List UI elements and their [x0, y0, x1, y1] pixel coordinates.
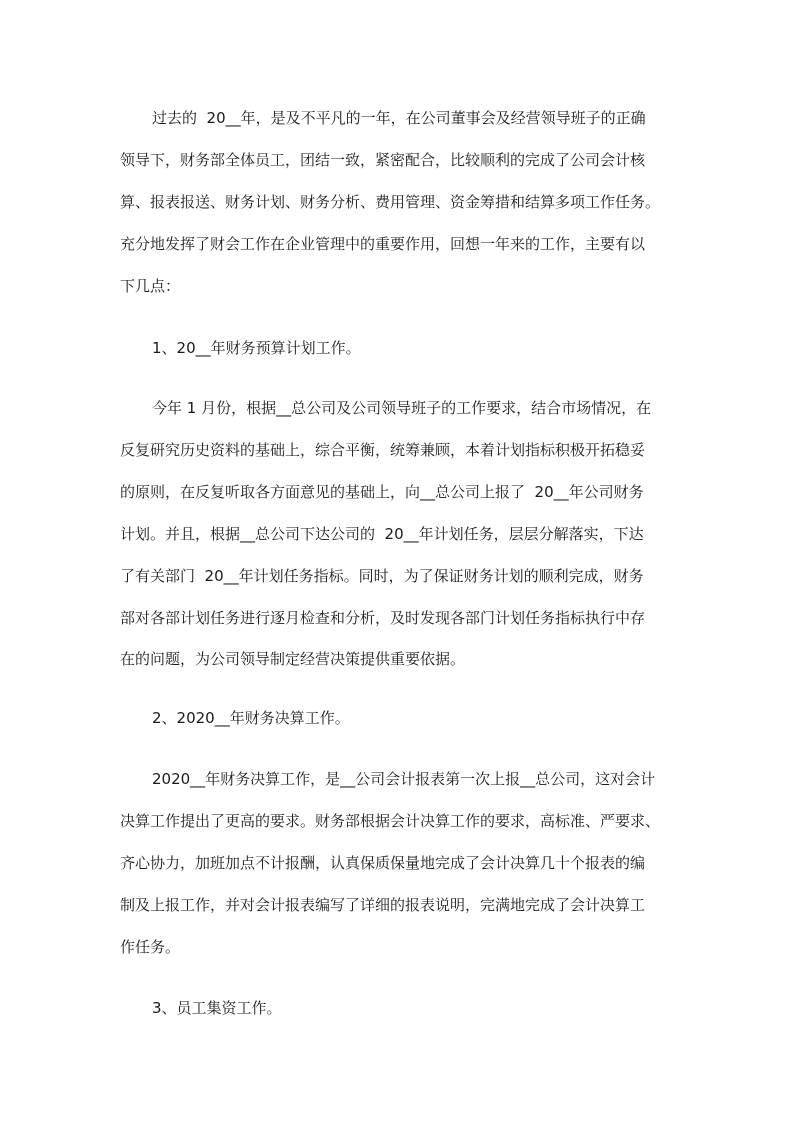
section-heading: 2、2020__年财务决算工作。	[152, 709, 350, 727]
paragraph-line: 充分地发挥了财会工作在企业管理中的重要作用，回想一年来的工作，主要有以	[120, 235, 646, 253]
paragraph-line: 2020__年财务决算工作，是__公司会计报表第一次上报__总公司，这对会计	[152, 770, 656, 788]
paragraph-line: 的原则，在反复听取各方面意见的基础上，向__总公司上报了 20__年公司财务	[120, 483, 644, 501]
paragraph-line: 部对各部计划任务进行逐月检查和分析，及时发现各部门计划任务指标执行中存	[120, 609, 646, 627]
paragraph-line: 今年 1 月份，根据__总公司及公司领导班子的工作要求，结合市场情况，在	[152, 399, 652, 417]
paragraph-line: 制及上报工作，并对会计报表编写了详细的报表说明，完满地完成了会计决算工	[120, 896, 646, 914]
paragraph-line: 领导下，财务部全体员工，团结一致，紧密配合，比较顺利的完成了公司会计核	[120, 151, 646, 169]
paragraph-line: 在的问题，为公司领导制定经营决策提供重要依据。	[120, 650, 466, 668]
paragraph-line: 齐心协力，加班加点不计报酬，认真保质保量地完成了会计决算几十个报表的编	[120, 854, 646, 872]
paragraph-line: 了有关部门 20__年计划任务指标。同时，为了保证财务计划的顺利完成，财务	[120, 567, 644, 585]
section-heading: 1、20__年财务预算计划工作。	[152, 339, 361, 357]
paragraph-line: 反复研究历史资料的基础上，综合平衡，统筹兼顾，本着计划指标积极开拓稳妥	[120, 441, 646, 459]
paragraph-line: 过去的 20__年，是及不平凡的一年，在公司董事会及经营领导班子的正确	[152, 109, 646, 127]
paragraph-line: 作任务。	[120, 938, 181, 956]
paragraph-line: 算、报表报送、财务计划、财务分析、费用管理、资金筹措和结算多项工作任务。	[120, 193, 661, 211]
paragraph-line: 计划。并且，根据__总公司下达公司的 20__年计划任务，层层分解落实，下达	[120, 525, 644, 543]
paragraph-line: 决算工作提出了更高的要求。财务部根据会计决算工作的要求，高标准、严要求、	[120, 812, 661, 830]
paragraph-line: 下几点：	[120, 277, 181, 295]
section-heading: 3、员工集资工作。	[152, 999, 282, 1017]
